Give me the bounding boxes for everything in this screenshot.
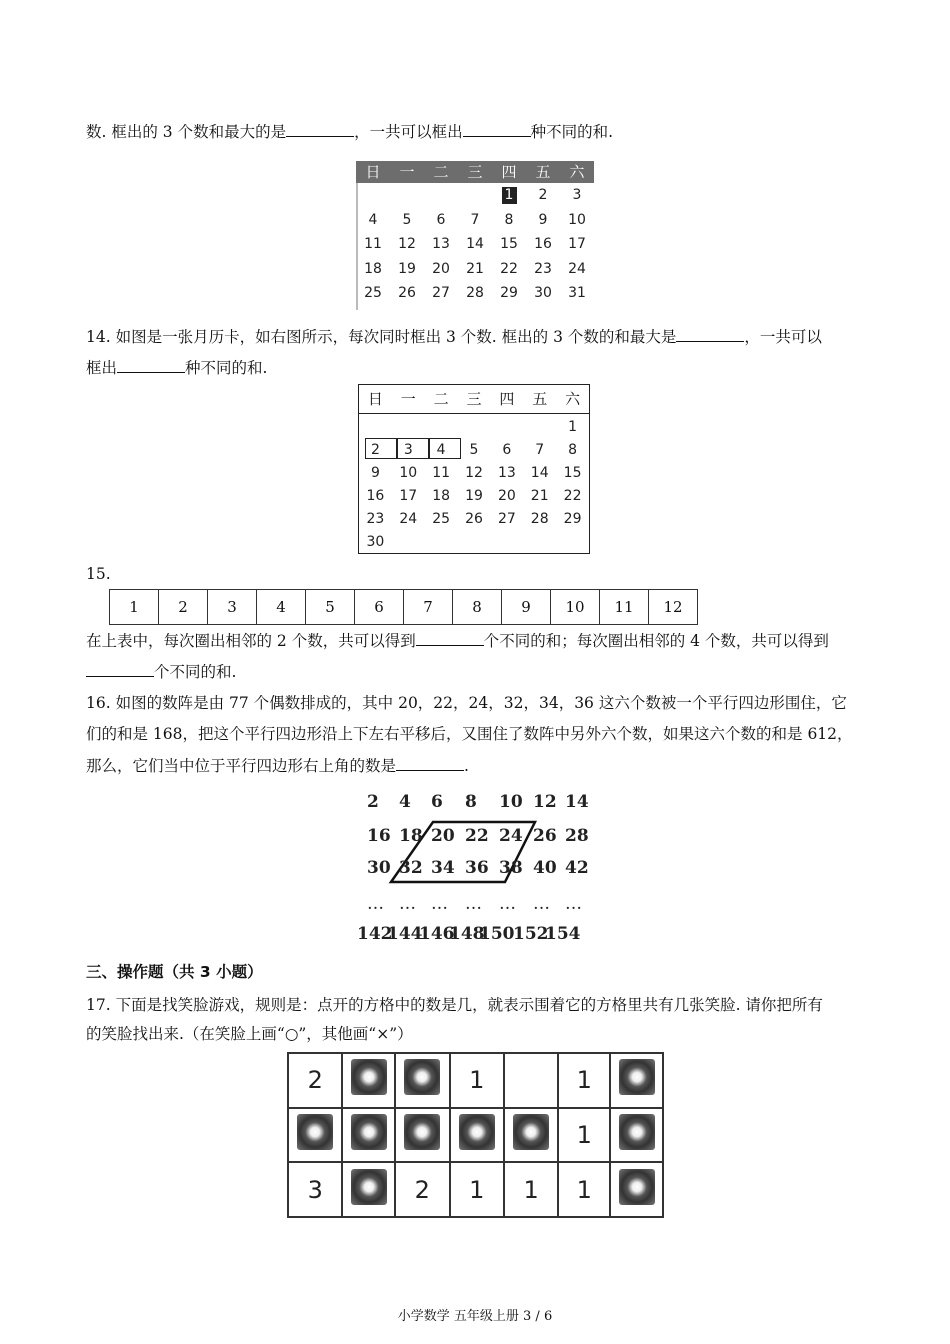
- calendar-header: [359, 385, 589, 414]
- smiley-cell[interactable]: [342, 1053, 395, 1108]
- calendar-day: 23: [366, 511, 385, 527]
- weekday-label: 四: [499, 390, 515, 408]
- q14-line1: [86, 327, 822, 347]
- calendar-2: [358, 384, 590, 554]
- smiley-cell[interactable]: [342, 1162, 395, 1217]
- calendar-grid: [359, 414, 589, 554]
- calendar-edge: [356, 183, 358, 310]
- calendar-day: 16: [366, 488, 385, 504]
- calendar-day: 29: [500, 285, 518, 301]
- calendar-day: 9: [370, 465, 380, 481]
- calendar-day: 24: [568, 260, 586, 277]
- answer-blank[interactable]: [463, 122, 531, 137]
- lattice-number: 4: [399, 792, 411, 812]
- calendar-day: 28: [530, 511, 549, 527]
- calendar-day: 17: [568, 236, 586, 252]
- calendar-day: 21: [466, 260, 484, 277]
- lattice-number: 142: [357, 924, 393, 944]
- calendar-day: 25: [364, 285, 382, 301]
- number-cell[interactable]: 1: [504, 1162, 558, 1217]
- smiley-cell[interactable]: [288, 1108, 342, 1163]
- calendar-day: 26: [465, 511, 483, 527]
- number-cell: 5: [306, 590, 355, 625]
- lattice-number: 152: [513, 924, 549, 944]
- number-cell: 7: [404, 590, 453, 625]
- calendar-day: 14: [466, 236, 484, 252]
- lattice-number: 146: [419, 924, 455, 944]
- calendar-day: [392, 416, 425, 439]
- number-cell: 1: [110, 590, 159, 625]
- calendar-day: 30: [534, 285, 552, 301]
- q15-text-a: 在上表中，每次圈出相邻的 2 个数，共可以得到: [86, 632, 416, 650]
- q14-line2: [86, 358, 267, 378]
- calendar-day: 15: [563, 465, 582, 481]
- calendar-day: 30: [366, 534, 385, 550]
- weekday-label: 三: [467, 163, 483, 181]
- calendar-day: 10: [399, 465, 418, 481]
- answer-blank[interactable]: [416, 631, 484, 646]
- calendar-day: 13: [432, 236, 450, 252]
- number-cell[interactable]: 3: [288, 1162, 342, 1217]
- weekday-label: 二: [433, 390, 449, 408]
- calendar-day: 1: [568, 419, 578, 435]
- lattice-number: 32: [399, 858, 423, 878]
- calendar-day: [425, 416, 458, 439]
- lattice-number: …: [565, 894, 582, 914]
- calendar-day: 27: [497, 511, 516, 527]
- number-cell: 8: [453, 590, 502, 625]
- smiley-cell[interactable]: [395, 1108, 449, 1163]
- smiley-cell[interactable]: [610, 1108, 663, 1163]
- calendar-day: 20: [497, 488, 516, 504]
- calendar-day: 11: [364, 236, 382, 252]
- calendar-day: 26: [398, 285, 416, 301]
- lattice-number: …: [499, 894, 516, 914]
- calendar-day: 21: [530, 488, 549, 504]
- smiley-cell[interactable]: [504, 1108, 558, 1163]
- number-table: [109, 589, 698, 625]
- lattice-number: 28: [565, 826, 589, 846]
- q15-text-b: 个不同的和；每次圈出相邻的 4 个数，共可以得到: [483, 632, 829, 650]
- calendar-day: 15: [500, 236, 518, 252]
- calendar-day: [523, 416, 556, 439]
- smiley-face-icon: [404, 1059, 440, 1095]
- q13-text-c: 种不同的和.: [530, 123, 614, 141]
- smiley-face-icon: [351, 1114, 387, 1150]
- calendar-day: 11: [432, 465, 451, 481]
- calendar-day: 31: [568, 285, 586, 301]
- lattice-number: 12: [533, 792, 557, 812]
- lattice-number: 148: [449, 924, 485, 944]
- calendar-day: 2: [538, 187, 548, 203]
- number-cell[interactable]: 1: [558, 1053, 610, 1108]
- lattice-number: …: [465, 894, 482, 914]
- number-cell: 10: [551, 590, 600, 625]
- q16-line2: 们的和是 168，把这个平行四边形沿上下左右平移后，又围住了数阵中另外六个数，如果这六个数的和是 612，: [86, 725, 853, 743]
- page-footer: 小学数学 五年级上册 3 / 6: [397, 1309, 553, 1324]
- weekday-label: 六: [569, 163, 585, 181]
- q17-line1: 17. 下面是找笑脸游戏，规则是：点开的方格中的数是几，就表示围着它的方格里共有几张笑脸. 请你把所有: [86, 996, 823, 1014]
- number-cell[interactable]: 2: [395, 1162, 449, 1217]
- calendar-day: [356, 183, 390, 208]
- calendar-day: 9: [538, 211, 548, 228]
- q15-line1: [86, 631, 829, 651]
- weekday-label: 日: [367, 390, 383, 408]
- smiley-face-icon: [513, 1114, 549, 1150]
- selected-day: 1: [502, 187, 517, 204]
- calendar-day: [492, 183, 526, 208]
- q15-number: 15.: [86, 565, 111, 583]
- lattice-number: 6: [431, 792, 443, 812]
- q13-text-a: 数. 框出的 3 个数和最大的是: [86, 123, 287, 141]
- calendar-grid: [356, 183, 594, 306]
- calendar-day: [390, 183, 424, 208]
- q14-text-a: 14. 如图是一张月历卡，如右图所示，每次同时框出 3 个数. 框出的 3 个数的和最大是: [86, 328, 677, 346]
- q13-text: [86, 122, 613, 142]
- smiley-cell[interactable]: [610, 1162, 663, 1217]
- answer-blank[interactable]: [286, 122, 354, 137]
- number-lattice: [355, 790, 595, 950]
- number-cell: 9: [502, 590, 551, 625]
- smiley-face-icon: [404, 1114, 440, 1150]
- calendar-day: [490, 416, 523, 439]
- number-cell[interactable]: 1: [450, 1162, 504, 1217]
- calendar-day: 14: [530, 465, 549, 481]
- smiley-cell[interactable]: [395, 1053, 449, 1108]
- weekday-label: 三: [466, 390, 482, 408]
- calendar-day: 19: [465, 488, 483, 504]
- number-cell[interactable]: 1: [558, 1108, 610, 1163]
- number-cell[interactable]: 1: [558, 1162, 610, 1217]
- smiley-face-icon: [619, 1114, 655, 1150]
- calendar-day: 27: [432, 285, 450, 301]
- weekday-label: 日: [365, 163, 381, 181]
- lattice-number: 40: [533, 858, 557, 878]
- number-cell[interactable]: 1: [450, 1053, 504, 1108]
- calendar-day: [424, 183, 458, 208]
- calendar-header: [356, 161, 594, 183]
- lattice-number: 34: [431, 858, 455, 878]
- weekday-label: 五: [532, 390, 548, 408]
- calendar-day: [359, 416, 392, 439]
- calendar-day: 7: [535, 442, 545, 458]
- calendar-day: 5: [469, 442, 479, 458]
- calendar-day: 8: [568, 442, 578, 458]
- section-title: 三、操作题（共 3 小题）: [86, 963, 263, 981]
- q16-text-a: 那么，它们当中位于平行四边形右上角的数是: [86, 757, 397, 775]
- calendar-day: 20: [432, 260, 450, 277]
- calendar-day: 10: [568, 211, 586, 228]
- calendar-day: 2: [370, 442, 380, 458]
- lattice-number: 26: [533, 826, 557, 846]
- lattice-number: 42: [565, 858, 589, 878]
- smiley-cell[interactable]: [342, 1108, 395, 1163]
- number-cell: 11: [600, 590, 649, 625]
- calendar-day: 7: [470, 211, 480, 228]
- weekday-label: 四: [501, 163, 517, 181]
- number-cell[interactable]: 2: [288, 1053, 342, 1108]
- calendar-day: 3: [403, 442, 413, 458]
- lattice-number: 36: [465, 858, 489, 878]
- smiley-face-icon: [351, 1169, 387, 1205]
- calendar-day: 6: [502, 442, 512, 458]
- calendar-day: 8: [504, 211, 514, 228]
- q14-text-c: 框出: [86, 359, 118, 377]
- lattice-number: 2: [367, 792, 379, 812]
- q13-text-b: ，一共可以框出: [354, 123, 463, 141]
- weekday-label: 一: [400, 390, 416, 408]
- calendar-day: 18: [364, 260, 382, 277]
- q17-line2: 的笑脸找出来.（在笑脸上画“○”，其他画“×”）: [86, 1025, 413, 1043]
- lattice-number: 144: [387, 924, 423, 944]
- smiley-face-icon: [351, 1059, 387, 1095]
- number-cell: 2: [159, 590, 208, 625]
- calendar-day: 22: [500, 260, 518, 277]
- lattice-number: 10: [499, 792, 523, 812]
- calendar-day: 12: [465, 465, 483, 481]
- calendar-day: 4: [436, 442, 446, 458]
- lattice-number: …: [431, 894, 448, 914]
- answer-blank[interactable]: [117, 358, 185, 373]
- smiley-cell[interactable]: [450, 1108, 504, 1163]
- number-cell: 4: [257, 590, 306, 625]
- calendar-day: 17: [399, 488, 418, 504]
- calendar-1: [356, 161, 594, 310]
- calendar-day: 12: [398, 236, 416, 252]
- lattice-number: …: [367, 894, 384, 914]
- answer-blank[interactable]: [396, 756, 464, 771]
- lattice-number: 18: [399, 826, 423, 846]
- lattice-number: 8: [465, 792, 477, 812]
- weekday-label: 五: [535, 163, 551, 181]
- number-cell: 12: [649, 590, 698, 625]
- lattice-number: 154: [545, 924, 581, 944]
- lattice-number: …: [533, 894, 550, 914]
- calendar-day: 5: [402, 211, 412, 228]
- lattice-number: 30: [367, 858, 391, 878]
- number-cell: 6: [355, 590, 404, 625]
- calendar-day: 3: [572, 187, 582, 203]
- calendar-day: 24: [399, 511, 418, 527]
- number-cell: 3: [208, 590, 257, 625]
- lattice-number: 14: [565, 792, 589, 812]
- answer-blank[interactable]: [86, 662, 154, 677]
- weekday-label: 六: [565, 390, 581, 408]
- calendar-day: 6: [436, 211, 446, 228]
- lattice-number: 22: [465, 826, 489, 846]
- weekday-label: 一: [399, 163, 415, 181]
- q16-line1: 16. 如图的数阵是由 77 个偶数排成的，其中 20，22，24，32，34，36 这六个数被一个平行四边形围住，它: [86, 694, 847, 712]
- smiley-face-icon: [619, 1169, 655, 1205]
- lattice-number: 24: [499, 826, 523, 846]
- calendar-day: 18: [432, 488, 451, 504]
- smiley-cell[interactable]: [610, 1053, 663, 1108]
- calendar-day: 16: [534, 236, 552, 252]
- smiley-grid: [287, 1052, 664, 1218]
- calendar-day: [458, 416, 491, 439]
- calendar-day: [458, 183, 492, 208]
- q16-line3: [86, 756, 469, 776]
- q15-line2: [86, 662, 236, 682]
- q15-text-c: 个不同的和.: [154, 663, 237, 681]
- calendar-day: 25: [432, 511, 451, 527]
- lattice-number: 150: [479, 924, 515, 944]
- lattice-number: 16: [367, 826, 391, 846]
- q16-text-b: .: [464, 757, 469, 775]
- q14-text-d: 种不同的和.: [185, 359, 268, 377]
- smiley-face-icon: [619, 1059, 655, 1095]
- weekday-label: 二: [433, 163, 449, 181]
- smiley-face-icon: [297, 1114, 333, 1150]
- calendar-day: 13: [497, 465, 516, 481]
- lattice-number: 20: [431, 826, 455, 846]
- q14-text-b: ，一共可以: [744, 328, 822, 346]
- calendar-day: 19: [398, 260, 416, 277]
- calendar-day: 28: [466, 285, 484, 301]
- selection-frame: [365, 438, 461, 459]
- calendar-day: 22: [563, 488, 582, 504]
- smiley-face-icon: [459, 1114, 495, 1150]
- calendar-day: 4: [368, 211, 378, 228]
- lattice-number: 38: [499, 858, 523, 878]
- number-cell[interactable]: [504, 1053, 558, 1108]
- calendar-day: 29: [563, 511, 582, 527]
- calendar-day: 23: [534, 260, 552, 277]
- answer-blank[interactable]: [676, 327, 744, 342]
- lattice-number: …: [399, 894, 416, 914]
